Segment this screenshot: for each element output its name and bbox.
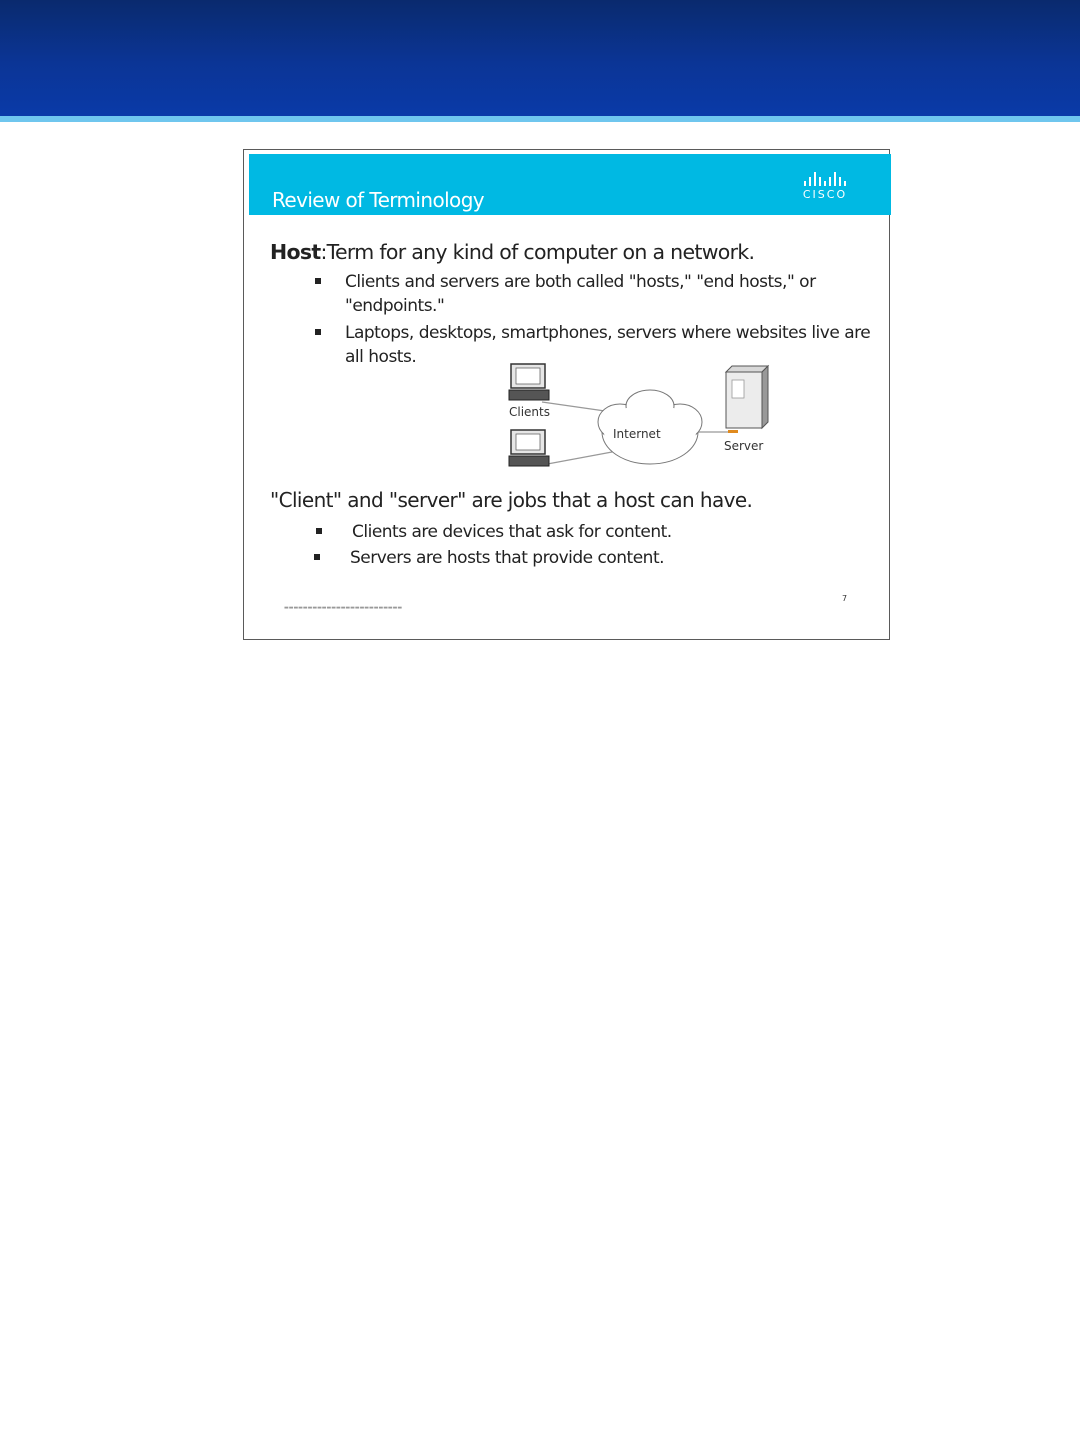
bullet-text: Servers are hosts that provide content. <box>350 548 665 568</box>
bullet-text: Clients are devices that ask for content. <box>352 522 672 542</box>
link-line <box>542 402 612 412</box>
link-line <box>542 452 612 465</box>
server-label: Server <box>724 439 764 453</box>
slide-header <box>249 154 891 215</box>
network-diagram <box>502 360 782 480</box>
bullet-icon <box>316 528 322 534</box>
roles-heading: "Client" and "server" are jobs that a host can have. <box>270 488 753 512</box>
bullet-icon <box>315 278 321 284</box>
client-computer-icon <box>509 364 549 400</box>
server-icon <box>726 366 768 433</box>
list-item <box>350 546 850 570</box>
slide-title: Review of Terminology <box>272 188 485 212</box>
banner-stripe <box>0 116 1080 122</box>
client-computer-icon <box>509 430 549 466</box>
top-banner <box>0 0 1080 116</box>
bullet-icon <box>315 329 321 335</box>
clients-label: Clients <box>509 405 550 419</box>
host-definition-text: :Term for any kind of computer on a network. <box>320 240 755 264</box>
slide-thumbnail <box>243 149 890 640</box>
bullet-icon <box>314 554 320 560</box>
host-term: Host <box>270 240 321 264</box>
list-item <box>352 520 852 544</box>
cisco-bars-icon <box>795 172 855 186</box>
cisco-wordmark: CISCO <box>802 188 848 201</box>
page-number: 7 <box>842 594 848 603</box>
list-item <box>345 270 875 318</box>
bullet-text: Laptops, desktops, smartphones, servers where websites live are all hosts. <box>345 323 871 367</box>
host-definition <box>270 240 754 264</box>
internet-label: Internet <box>613 427 661 441</box>
bullet-text: Clients and servers are both called "hosts," "end hosts," or "endpoints." <box>345 272 816 316</box>
cisco-logo <box>795 172 855 204</box>
footer-copyright: ▬▬▬▬▬▬▬▬▬▬▬▬▬▬▬▬▬▬▬▬▬▬▬▬▬ <box>284 605 403 611</box>
